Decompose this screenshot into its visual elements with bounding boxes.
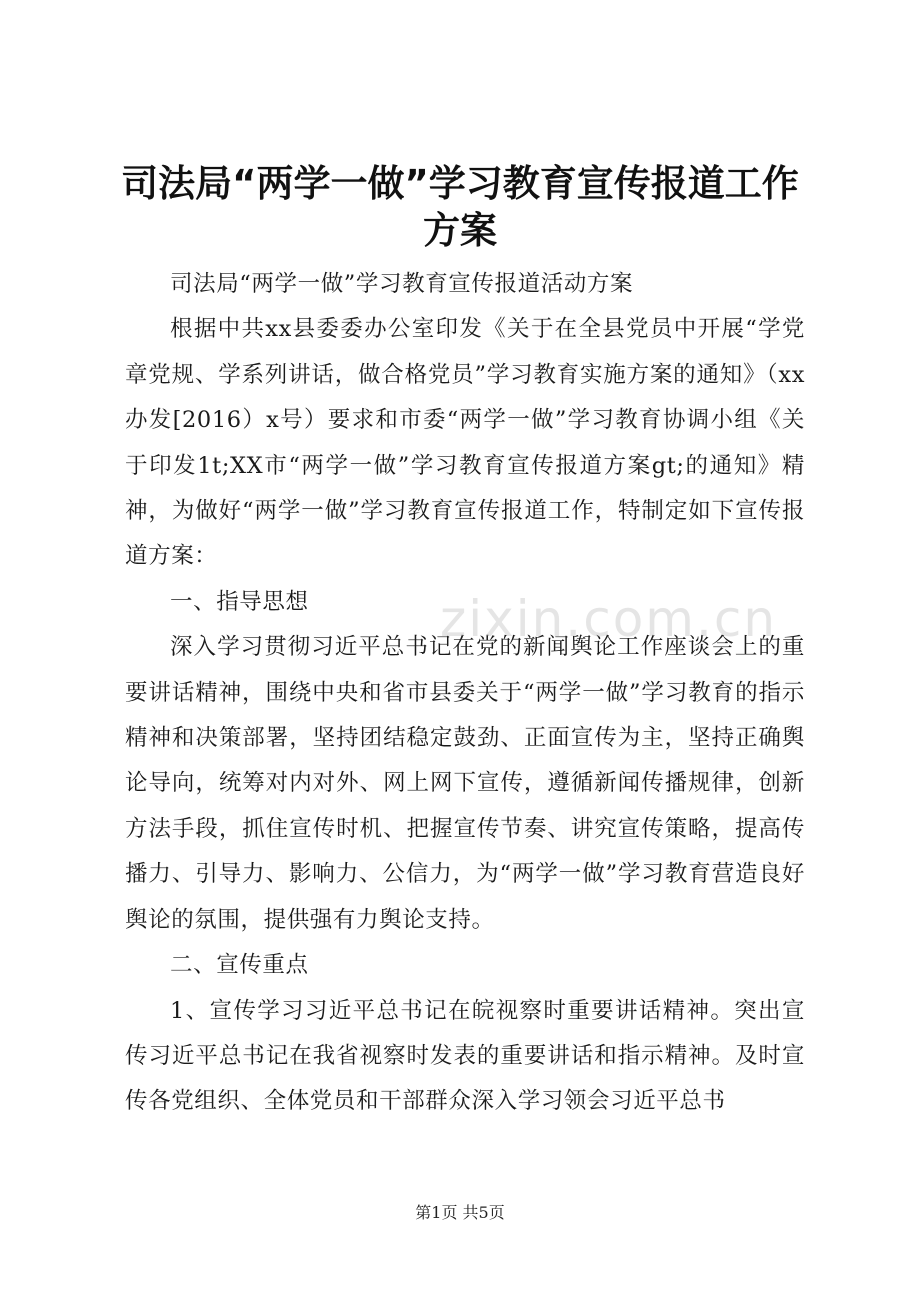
subtitle-paragraph: 司法局“两学一做”学习教育宣传报道活动方案 xyxy=(170,271,634,297)
section-heading-guiding-thought: 一、指导思想 xyxy=(170,588,309,615)
document-title: 司法局“两学一做”学习教育宣传报道工作方案 xyxy=(121,162,799,252)
watermark: zixin.com.cn xyxy=(440,590,778,648)
page-footer: 第1页 共5页 xyxy=(415,1203,505,1222)
guiding-thought-paragraph: 深入学习贯彻习近平总书记在党的新闻舆论工作座谈会上的重要讲话精神，围绕中央和省市县委关于“两学一做”学习教育的指示精神和决策部署，坚持团结稳定鼓劲、正面宣传为主，坚持正确舆论导向，统筹对内对外、网上网下宣传，遵循新闻传播规律，创新方法手段，抓住宣传时机、把握宣传节奏、讲究宣传策略，提高传播力、引导力、影响力、公信力，为“两学一做”学习教育营造良好舆论的氛围，提供强有力舆论支持。 xyxy=(125,634,805,933)
section-heading-key-points: 二、宣传重点 xyxy=(170,952,309,979)
key-point-1-paragraph: 1、宣传学习习近平总书记在皖视察时重要讲话精神。突出宣传习近平总书记在我省视察时发表的重要讲话和指示精神。及时宣传各党组织、全体党员和干部群众深入学习领会习近平总书 xyxy=(125,997,805,1115)
document-body xyxy=(125,262,805,1125)
intro-paragraph: 根据中共xx县委委办公室印发《关于在全县党员中开展“学党章党规、学系列讲话，做合格党员”学习教育实施方案的通知》（xx办发[2016）x号）要求和市委“两学一做”学习教育协调小组《关于印发1t;XX市“两学一做”学习教育宣传报道方案gt;的通知》精神，为做好“两学一做”学习教育宣传报道工作，特制定如下宣传报道方案： xyxy=(125,316,805,570)
